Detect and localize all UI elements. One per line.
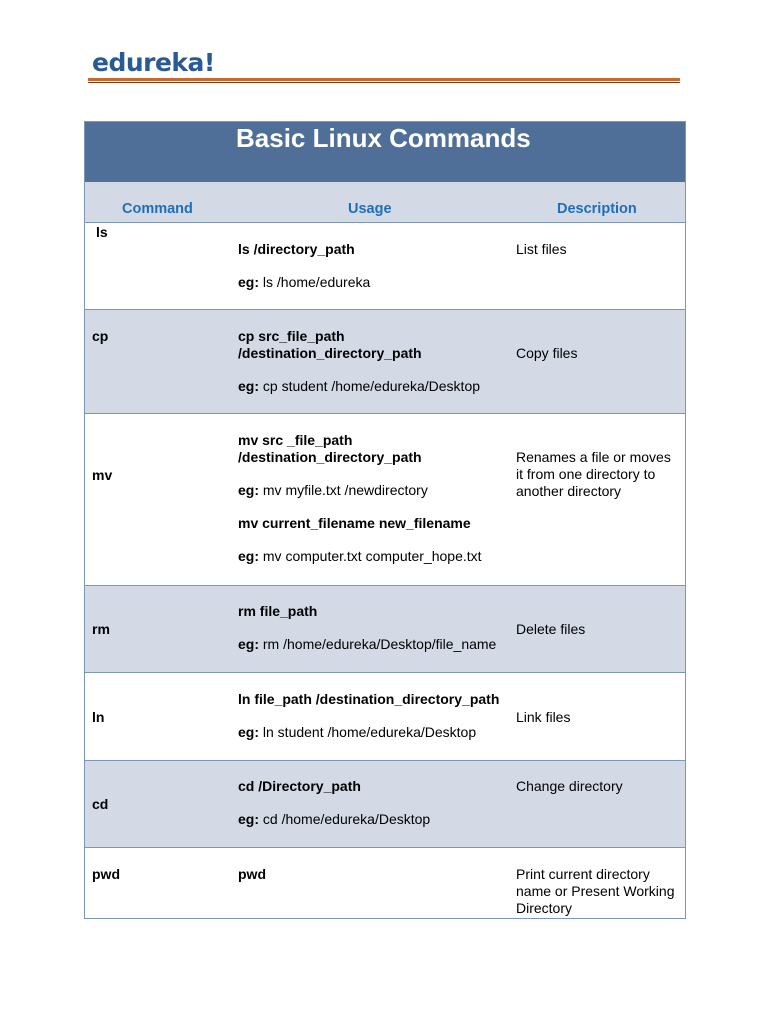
description-line: it from one directory to [516,466,656,482]
description-cell: Delete files [516,621,586,637]
table-title: Basic Linux Commands [236,123,531,153]
description-cell [516,866,684,917]
column-header-command: Command [122,201,193,217]
description-cell: Change directory [516,778,623,794]
usage-command-alt: mv current_filename new_filename [238,515,471,531]
description-cell: Copy files [516,345,578,361]
header-rule [88,78,680,81]
usage-command: cd /Directory_path [238,778,361,794]
eg-label: eg: [238,274,259,290]
description-line: Directory [516,900,573,916]
table-row [85,414,685,586]
eg-label: eg: [238,636,259,652]
eg-label: eg: [238,724,259,740]
usage-example [238,724,513,741]
table-row [85,761,685,848]
example-text: cp student /home/edureka/Desktop [262,378,481,394]
column-header-description: Description [557,201,637,217]
usage-command: ls /directory_path [238,241,355,257]
description-cell: List files [516,241,567,257]
usage-example [238,274,513,291]
description-line: Renames a file or moves [516,449,671,465]
table-row [85,586,685,673]
command-cell: pwd [92,866,120,882]
eg-label: eg: [238,811,259,827]
description-cell [516,449,684,500]
table-row [85,310,685,414]
table-header-row [85,182,685,223]
eg-label: eg: [238,548,259,564]
usage-command: mv src _file_path [238,432,353,448]
table-row [85,673,685,761]
column-header-usage: Usage [348,201,392,217]
usage-command: pwd [238,866,266,882]
usage-cell [238,691,513,741]
usage-command: ln file_path /destination_directory_path [238,691,500,707]
usage-example [238,482,513,499]
eg-label: eg: [238,482,259,498]
usage-cell [238,328,513,395]
description-line: name or Present Working [516,883,675,899]
example-text: mv computer.txt computer_hope.txt [262,548,482,564]
usage-example [238,636,513,653]
example-text: ls /home/edureka [262,274,371,290]
table-title-bar [85,122,685,182]
command-cell: cp [92,328,109,344]
usage-cell [238,778,513,828]
usage-command: rm file_path [238,603,318,619]
command-cell: cd [92,796,109,812]
example-text: mv myfile.txt /newdirectory [262,482,428,498]
example-text: ln student /home/edureka/Desktop [262,724,477,740]
usage-command-cont: /destination_directory_path [238,345,422,361]
description-cell: Link files [516,709,571,725]
edureka-logo: edureka! [92,48,215,77]
usage-example-alt [238,548,513,565]
example-text: cd /home/edureka/Desktop [262,811,431,827]
description-line: another directory [516,483,622,499]
usage-example [238,811,513,828]
usage-command: cp src_file_path [238,328,345,344]
eg-label: eg: [238,378,259,394]
command-cell: mv [92,467,113,483]
command-cell: rm [92,621,110,637]
usage-command-cont: /destination_directory_path [238,449,422,465]
header-rule-thin [88,82,680,83]
table-row [85,223,685,310]
usage-cell [238,603,513,653]
command-cell: ls [96,224,108,240]
usage-cell [238,866,513,883]
usage-example [238,378,513,395]
usage-cell [238,241,513,291]
usage-cell [238,432,513,565]
commands-table [84,121,686,919]
example-text: rm /home/edureka/Desktop/file_name [262,636,497,652]
command-cell: ln [92,709,105,725]
table-row [85,848,685,918]
description-line: Print current directory [516,866,650,882]
